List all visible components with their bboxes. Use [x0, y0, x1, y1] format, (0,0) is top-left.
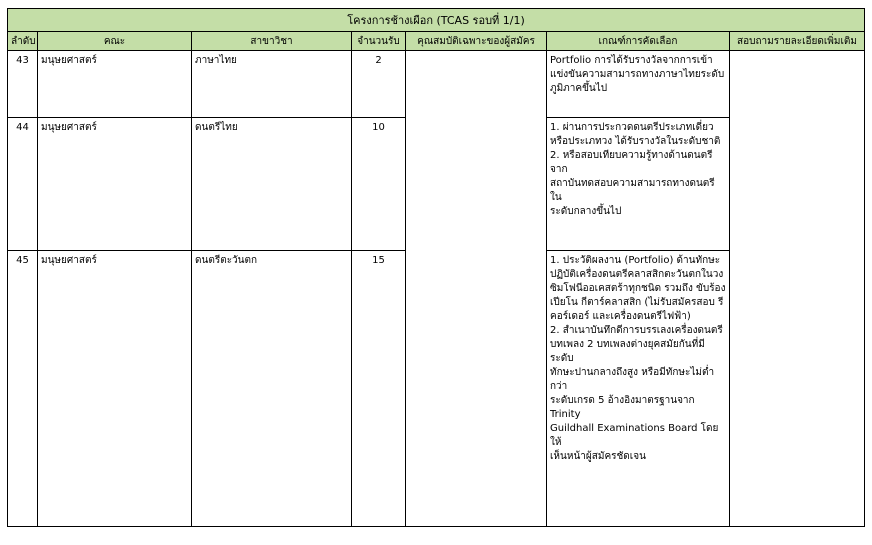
criteria-line: 2. หรือสอบเทียบความรู้ทางด้านดนตรีจาก	[550, 150, 713, 175]
criteria-line: ระดับเกรด 5 อ้างอิงมาตรฐานจาก Trinity	[550, 395, 695, 420]
criteria-line: เห็นหน้าผู้สมัครชัดเจน	[550, 451, 646, 462]
row-no: 43	[8, 51, 38, 118]
criteria-line: ทักษะปานกลางถึงสูง หรือมีทักษะไม่ต่ำกว่า	[550, 367, 715, 392]
criteria-line: Portfolio การได้รับรางวัลจากการเข้า	[550, 55, 713, 66]
criteria-line: แข่งขันความสามารถทางภาษาไทยระดับ	[550, 69, 725, 80]
criteria-line: เปียโน กีตาร์คลาสสิก (ไม่รับสมัครสอบ รี	[550, 297, 724, 308]
table-row	[8, 51, 865, 118]
row-faculty: มนุษยศาสตร์	[38, 251, 192, 527]
contact-cell	[730, 51, 865, 527]
row-criteria	[547, 251, 730, 527]
row-no: 45	[8, 251, 38, 527]
row-faculty: มนุษยศาสตร์	[38, 118, 192, 251]
criteria-line: บทเพลง 2 บทเพลงต่างยุคสมัยกันที่มีระดับ	[550, 339, 705, 364]
row-major: ภาษาไทย	[192, 51, 352, 118]
column-header-seats: จำนวนรับ	[352, 32, 406, 51]
criteria-line: 1. ผ่านการประกวดดนตรีประเภทเดี่ยว	[550, 122, 714, 133]
admission-table-sheet	[7, 8, 864, 533]
criteria-line: ซิมโฟนีออเคสตร้าทุกชนิด รวมถึง ขับร้อง	[550, 283, 726, 294]
criteria-line: 1. ประวัติผลงาน (Portfolio) ด้านทักษะ	[550, 255, 721, 266]
column-header-no: ลำดับ	[8, 32, 38, 51]
column-header-qualifications: คุณสมบัติเฉพาะของผู้สมัคร	[406, 32, 547, 51]
column-header-faculty: คณะ	[38, 32, 192, 51]
column-header-criteria: เกณฑ์การคัดเลือก	[547, 32, 730, 51]
row-seats: 15	[352, 251, 406, 527]
criteria-line: ปฏิบัติเครื่องดนตรีคลาสสิกตะวันตกในวง	[550, 269, 724, 280]
admission-table	[7, 8, 865, 527]
row-no: 44	[8, 118, 38, 251]
row-criteria	[547, 118, 730, 251]
column-header-major: สาขาวิชา	[192, 32, 352, 51]
row-seats: 10	[352, 118, 406, 251]
column-header-contact: สอบถามรายละเอียดเพิ่มเติม	[730, 32, 865, 51]
criteria-line: Guildhall Examinations Board โดยให้	[550, 423, 719, 448]
criteria-line: ระดับกลางขึ้นไป	[550, 206, 622, 217]
row-seats: 2	[352, 51, 406, 118]
row-criteria	[547, 51, 730, 118]
row-major: ดนตรีตะวันตก	[192, 251, 352, 527]
criteria-line: ภูมิภาคขึ้นไป	[550, 83, 608, 94]
criteria-line: สถาบันทดสอบความสามารถทางดนตรีใน	[550, 178, 715, 203]
criteria-line: คอร์เดอร์ และเครื่องดนตรีไฟฟ้า)	[550, 311, 691, 322]
row-faculty: มนุษยศาสตร์	[38, 51, 192, 118]
qualifications-cell	[406, 51, 547, 527]
row-major: ดนตรีไทย	[192, 118, 352, 251]
criteria-line: หรือประเภทวง ได้รับรางวัลในระดับชาติ	[550, 136, 721, 147]
table-title: โครงการช้างเผือก (TCAS รอบที่ 1/1)	[8, 9, 865, 32]
criteria-line: 2. สำเนาบันทึกดีการบรรเลงเครื่องดนตรี	[550, 325, 723, 336]
